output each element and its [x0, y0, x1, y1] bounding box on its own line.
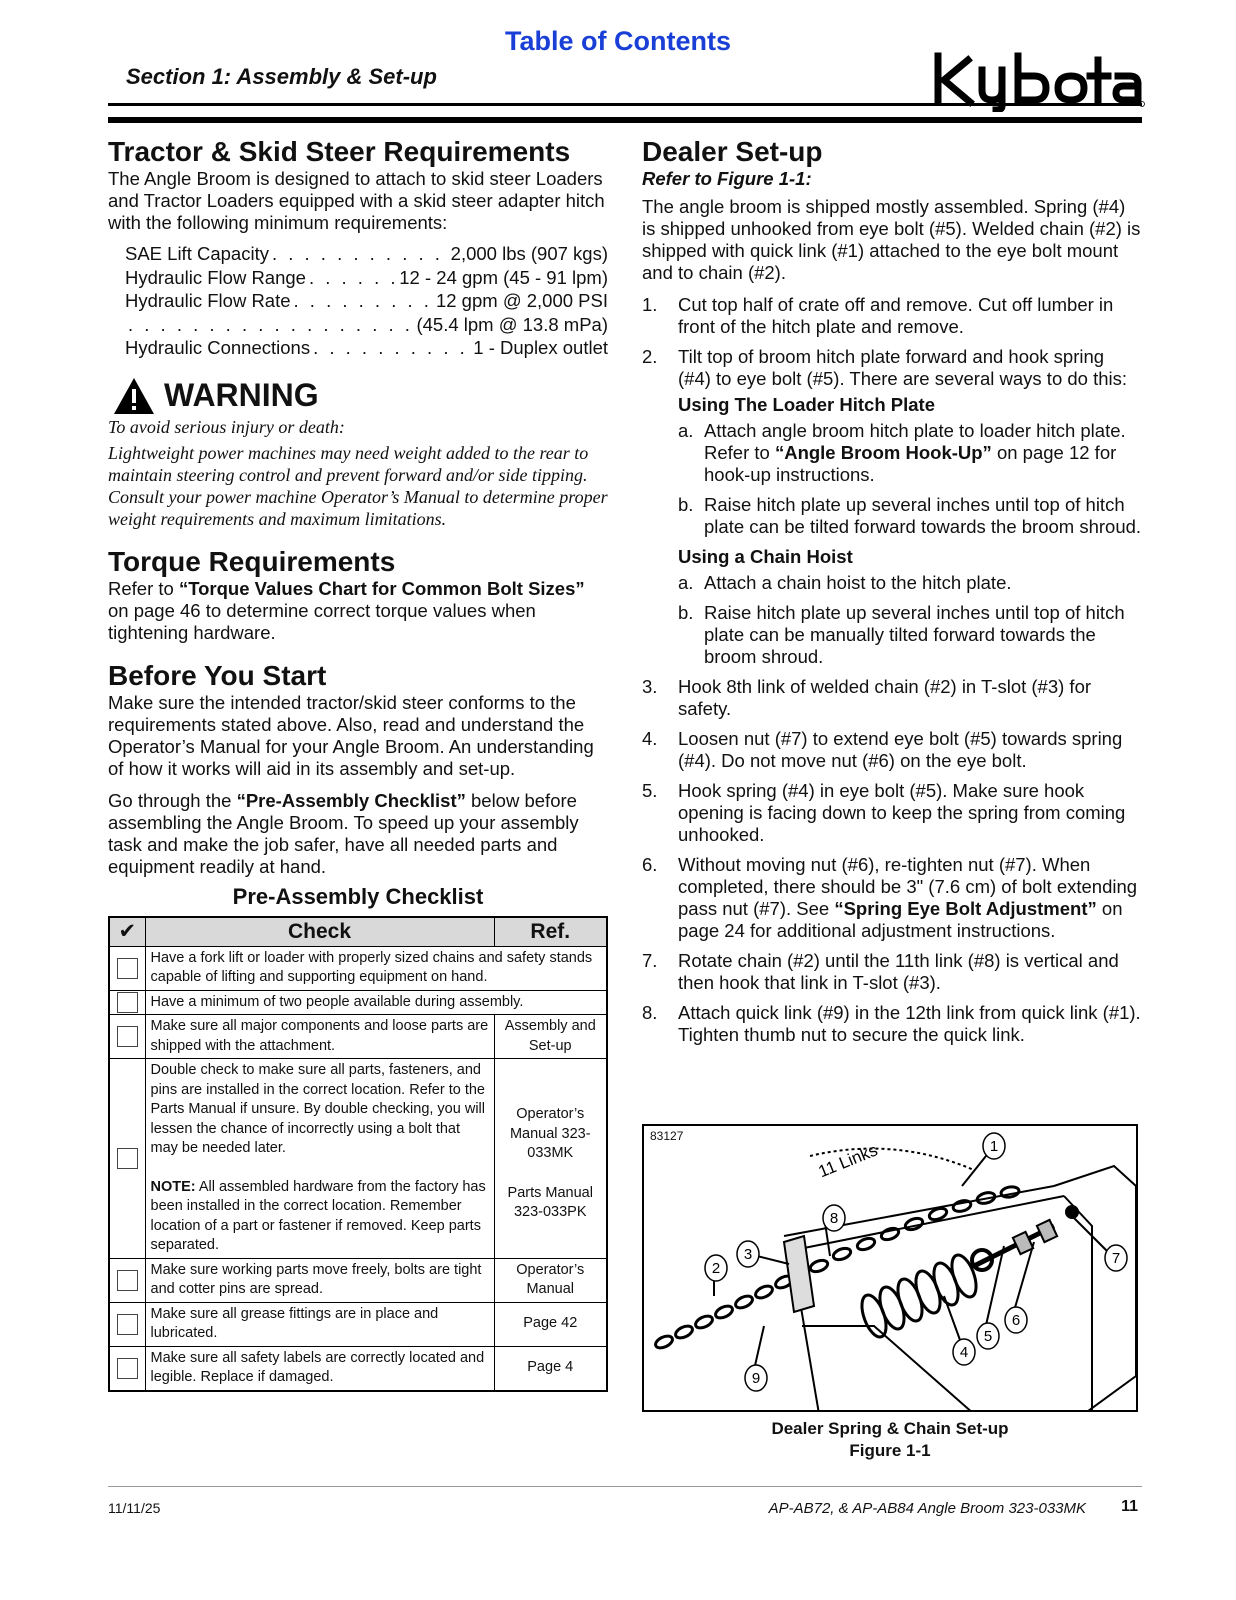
checkbox[interactable] [117, 1026, 138, 1047]
check-mark-header: ✔ [109, 917, 145, 947]
list-item: 1. Cut top half of crate off and remove. Cut off lumber in front of the hitch plate and remove. [642, 294, 1114, 337]
check-cell: Double check to make sure all parts, fasteners, and pins are installed in the correct location. Refer to the Parts Manual if unsure. By double checking, you will lessen the chance of incorrectly using a bolt that may be needed later. NOTE: All assembled hardware from the factory has been installed in the correct location. Remember location of a part or fastener if removed. Keep parts separated. [145, 1059, 494, 1259]
checklist-title: Pre-Assembly Checklist [232, 883, 484, 909]
check-cell: Have a minimum of two people available during assembly. [145, 990, 607, 1015]
check-cell: Make sure working parts move freely, bolts are tight and cotter pins are spread. [145, 1258, 494, 1302]
right-column [642, 136, 1142, 1054]
requirement-lift-capacity: SAE Lift Capacity . . . 2,000 lbs (907 kgs) [125, 242, 608, 266]
table-row [109, 946, 607, 990]
torque-chart-link[interactable]: “Torque Values Chart for Common Bolt Sizes” [178, 577, 585, 599]
check-cell: Make sure all grease fittings are in place and lubricated. [145, 1302, 494, 1346]
torque-text: Refer to “Torque Values Chart for Common Bolt Sizes” on page 46 to determine correct torque values when tightening hardware. [108, 577, 585, 643]
section-title: Section 1: Assembly & Set-up [126, 64, 437, 89]
requirements-list [125, 242, 608, 360]
checkbox[interactable] [117, 1358, 138, 1379]
footer-date: 11/11/25 [108, 1500, 161, 1516]
links-label: 11 Links [815, 1140, 881, 1182]
list-item: a. Attach angle broom hitch plate to loader hitch plate. Refer to “Angle Broom Hook-Up” on page 12 for hook-up instructions. [678, 420, 1126, 485]
callout-6: 6 [1011, 1312, 1021, 1329]
ref-cell: Operator’s Manual [494, 1258, 607, 1302]
checkbox[interactable] [117, 1314, 138, 1335]
callout-4: 4 [959, 1344, 969, 1361]
requirement-flow-range: Hydraulic Flow Range . . . 12 - 24 gpm (45 - 91 lpm) [125, 266, 608, 290]
list-item: b. Raise hitch plate up several inches until top of hitch plate can be tilted forward towards the broom shroud. [678, 494, 1142, 537]
list-item: b. Raise hitch plate up several inches until top of hitch plate can be manually tilted forward towards the broom shroud. [678, 602, 1125, 667]
figure-caption: Dealer Spring & Chain Set-up Figure 1-1 [771, 1419, 1009, 1460]
callout-8: 8 [829, 1210, 839, 1227]
checkbox[interactable] [117, 992, 138, 1013]
callout-9: 9 [751, 1370, 761, 1387]
refer-figure: Refer to Figure 1-1: [642, 168, 812, 189]
check-cell: Make sure all safety labels are correctly located and legible. Replace if damaged. [145, 1346, 494, 1391]
figure-id: 83127 [650, 1129, 684, 1143]
callout-7: 7 [1111, 1250, 1121, 1267]
dealer-setup-heading: Dealer Set-up [642, 136, 823, 167]
warning-title: WARNING [164, 377, 319, 413]
figure-1-1 [642, 1124, 1138, 1412]
warning-header [108, 376, 608, 416]
ref-cell: Page 42 [494, 1302, 607, 1346]
table-row [109, 1302, 607, 1346]
loader-hitch-subheading: Using The Loader Hitch Plate [678, 394, 935, 415]
checklist-link[interactable]: “Pre-Assembly Checklist” [236, 789, 466, 811]
list-item: 4. Loosen nut (#7) to extend eye bolt (#5) towards spring (#4). Do not move nut (#6) on the eye bolt. [642, 728, 1123, 771]
checkbox[interactable] [117, 1148, 138, 1169]
header-rule-thick [108, 117, 1142, 123]
table-row [109, 1346, 607, 1391]
table-of-contents-link[interactable]: Table of Contents [505, 26, 731, 56]
checkbox[interactable] [117, 1270, 138, 1291]
tractor-requirements-intro: The Angle Broom is designed to attach to skid steer Loaders and Tractor Loaders equipped with a skid steer adapter hitch with the following minimum requirements: [108, 168, 605, 233]
callout-1: 1 [989, 1138, 999, 1155]
footer-document-title: AP-AB72, & AP-AB84 Angle Broom 323-033MK [768, 1500, 1086, 1517]
before-you-start-p2: Go through the “Pre-Assembly Checklist” below before assembling the Angle Broom. To speed up your assembly task and make the job safer, have all needed parts and equipment readily at hand. [108, 789, 579, 877]
callout-3: 3 [743, 1246, 753, 1263]
requirement-hydraulic-connections: Hydraulic Connections . . . 1 - Duplex outlet [125, 336, 608, 360]
list-item: 8. Attach quick link (#9) in the 12th link from quick link (#1). Tighten thumb nut to secure the quick link. [642, 1002, 1141, 1045]
before-you-start-heading: Before You Start [108, 659, 327, 691]
check-cell: Make sure all major components and loose parts are shipped with the attachment. [145, 1015, 494, 1059]
ref-cell: Page 4 [494, 1346, 607, 1391]
ref-column-header: Ref. [494, 917, 607, 947]
hookup-link[interactable]: “Angle Broom Hook-Up” [774, 442, 992, 463]
callout-2: 2 [711, 1260, 721, 1277]
list-item: a. Attach a chain hoist to the hitch plate. [678, 572, 1012, 593]
footer-rule [108, 1486, 1142, 1487]
list-item: 2. Tilt top of broom hitch plate forward and hook spring (#4) to eye bolt (#5). There are several ways to do this: [642, 346, 1128, 389]
ref-cell: Assembly and Set-up [494, 1015, 607, 1059]
header-rule-thin [108, 103, 1142, 106]
requirement-flow-rate-metric: . . . (45.4 lpm @ 13.8 mPa) [125, 313, 608, 337]
check-cell: Have a fork lift or loader with properly sized chains and safety stands capable of lifting and supporting equipment on hand. [145, 946, 607, 990]
chain-hoist-subheading: Using a Chain Hoist [678, 546, 853, 567]
list-item: 3. Hook 8th link of welded chain (#2) in T-slot (#3) for safety. [642, 676, 1092, 719]
left-column [108, 136, 608, 1392]
spring-chain-illustration [644, 1126, 1138, 1412]
checkbox[interactable] [117, 958, 138, 979]
check-column-header: Check [145, 917, 494, 947]
list-item: 7. Rotate chain (#2) until the 11th link (#8) is vertical and then hook that link in T-slot (#3). [642, 950, 1119, 993]
dealer-setup-intro: The angle broom is shipped mostly assembled. Spring (#4) is shipped unhooked from eye bolt (#5). Welded chain (#2) is shipped with quick link (#1) attached to the eye bolt mount and to chain (#2). [642, 196, 1141, 283]
ref-cell: Operator’s Manual 323-033MK Parts Manual 323-033PK [494, 1059, 607, 1259]
list-item: 6. Without moving nut (#6), re-tighten nut (#7). When completed, there should be 3" (7.6 cm) of bolt extending pass nut (#7). See “Spring Eye Bolt Adjustment” on page 24 for additional adjustment instructions. [642, 854, 1138, 941]
page-number: 11 [1121, 1498, 1138, 1515]
warning-triangle-icon [112, 376, 156, 416]
pre-assembly-checklist-table [108, 916, 608, 1392]
before-you-start-p1: Make sure the intended tractor/skid steer conforms to the requirements stated above. Also, read and understand the Operator’s Manual for your Angle Broom. An understanding of how it works will aid in its assembly and set-up. [108, 691, 594, 779]
table-row [109, 1015, 607, 1059]
eye-bolt-adjustment-link[interactable]: “Spring Eye Bolt Adjustment” [834, 898, 1097, 919]
callout-5: 5 [983, 1328, 993, 1345]
requirement-flow-rate: Hydraulic Flow Rate . . . 12 gpm @ 2,000 PSI [125, 289, 608, 313]
table-row [109, 990, 607, 1015]
table-row [109, 1258, 607, 1302]
list-item: 5. Hook spring (#4) in eye bolt (#5). Make sure hook opening is facing down to keep the spring from coming unhooked. [642, 780, 1126, 845]
checklist-header-row [109, 917, 607, 947]
tractor-requirements-heading: Tractor & Skid Steer Requirements [108, 136, 571, 167]
warning-line1: To avoid serious injury or death: [108, 416, 345, 437]
table-row [109, 1059, 607, 1259]
warning-body: Lightweight power machines may need weight added to the rear to maintain steering control and prevent forward and/or side tipping. Consult your power machine Operator’s Manual to determine proper weight requirements and maximum limitations. [108, 442, 608, 529]
torque-heading: Torque Requirements [108, 545, 396, 577]
